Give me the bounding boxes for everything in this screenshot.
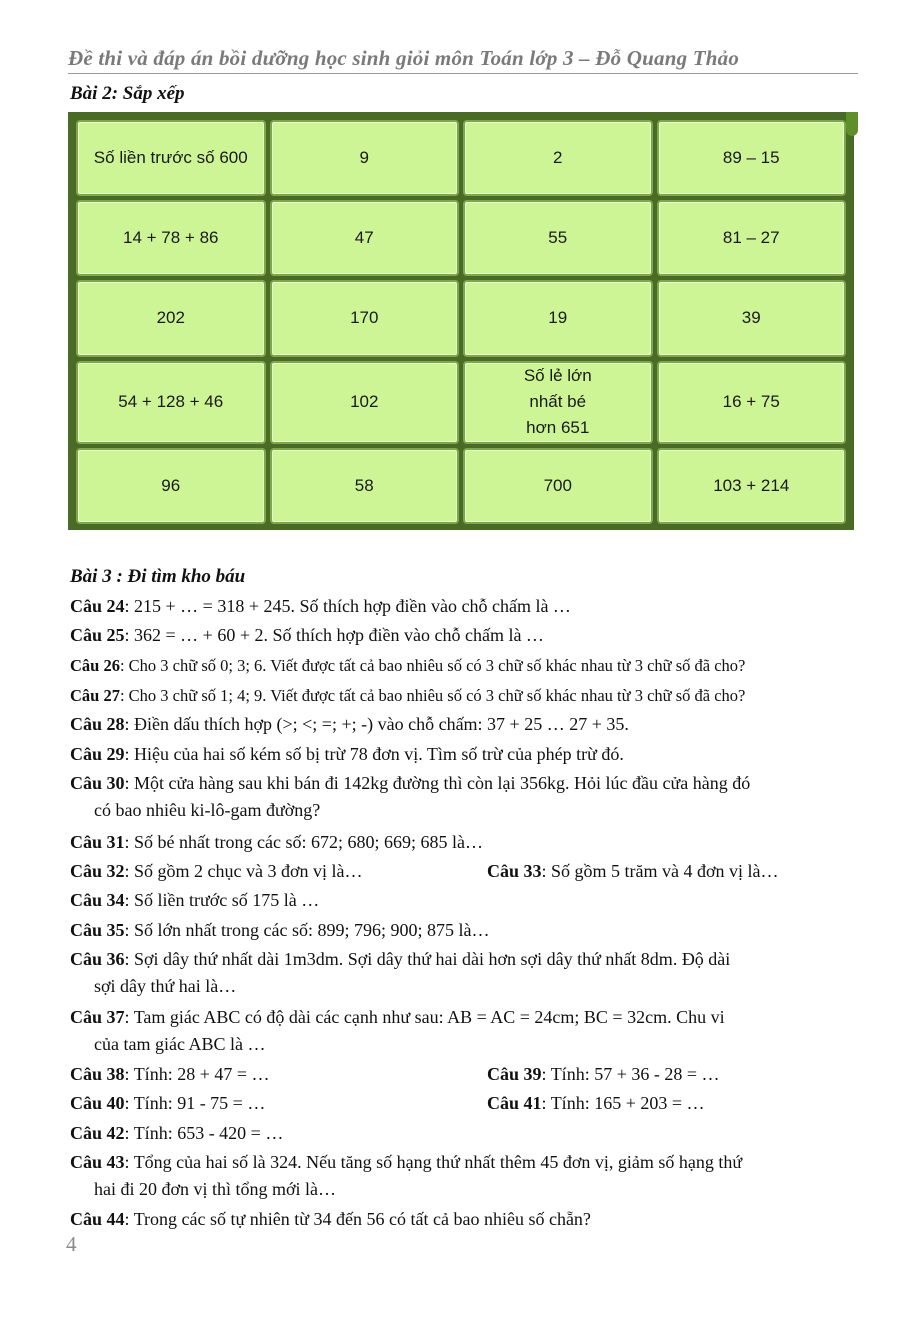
board-cell[interactable]: 14 + 78 + 86 [76,200,266,276]
question-38: Câu 38: Tính: 28 + 47 = … [70,1064,270,1084]
question-41: Câu 41: Tính: 165 + 203 = … [487,1093,705,1113]
question-31: Câu 31: Số bé nhất trong các số: 672; 680; 669; 685 là… [70,832,483,852]
board-cell[interactable]: 89 – 15 [657,120,847,196]
board-cell[interactable]: 202 [76,280,266,356]
board-cell[interactable]: 700 [463,448,653,524]
question-33: Câu 33: Số gồm 5 trăm và 4 đơn vị là… [487,861,779,881]
page-header: Đề thi và đáp án bồi dưỡng học sinh giỏi môn Toán lớp 3 – Đỗ Quang Thảo [68,46,858,74]
board-cell[interactable]: 47 [270,200,460,276]
board-cell[interactable]: 39 [657,280,847,356]
question-34: Câu 34: Số liền trước số 175 là … [70,890,320,910]
board-cell[interactable]: Số lẻ lớn nhất bé hơn 651 [463,361,653,444]
page-number: 4 [66,1232,77,1256]
board-cell[interactable]: 170 [270,280,460,356]
board-cell[interactable]: 54 + 128 + 46 [76,361,266,444]
question-40: Câu 40: Tính: 91 - 75 = … [70,1093,266,1113]
question-44: Câu 44: Trong các số tự nhiên từ 34 đến 56 có tất cả bao nhiêu số chẵn? [70,1209,591,1229]
board-cell[interactable]: 9 [270,120,460,196]
section-title-bai3: Bài 3 : Đi tìm kho báu [70,566,246,587]
question-27: Câu 27: Cho 3 chữ số 1; 4; 9. Viết được tất cả bao nhiêu số có 3 chữ số khác nhau từ 3 chữ số đã cho? [70,686,746,705]
board-cell[interactable]: 2 [463,120,653,196]
question-26: Câu 26: Cho 3 chữ số 0; 3; 6. Viết được tất cả bao nhiêu số có 3 chữ số khác nhau từ 3 chữ số đã cho? [70,656,746,675]
board-cell[interactable]: 81 – 27 [657,200,847,276]
board-cell[interactable]: 58 [270,448,460,524]
question-30: Câu 30: Một cửa hàng sau khi bán đi 142kg đường thì còn lại 356kg. Hỏi lúc đầu cửa hàng đó có bao nhiêu ki-lô-gam đường? [70,773,751,820]
board-cell[interactable]: 55 [463,200,653,276]
question-37: Câu 37: Tam giác ABC có độ dài các cạnh như sau: AB = AC = 24cm; BC = 32cm. Chu vi của tam giác ABC là … [70,1007,725,1054]
board-cell[interactable]: Số liền trước số 600 [76,120,266,196]
board-cell[interactable]: 19 [463,280,653,356]
question-35: Câu 35: Số lớn nhất trong các số: 899; 796; 900; 875 là… [70,920,490,940]
board-cell[interactable]: 103 + 214 [657,448,847,524]
question-25: Câu 25: 362 = … + 60 + 2. Số thích hợp điền vào chỗ chấm là … [70,625,544,645]
board-cell[interactable]: 96 [76,448,266,524]
question-24: Câu 24: 215 + … = 318 + 245. Số thích hợp điền vào chỗ chấm là … [70,596,571,616]
board-cell[interactable]: 102 [270,361,460,444]
board-cell[interactable]: 16 + 75 [657,361,847,444]
question-29: Câu 29: Hiệu của hai số kém số bị trừ 78 đơn vị. Tìm số trừ của phép trừ đó. [70,744,624,764]
arrangement-board [68,112,854,530]
question-36: Câu 36: Sợi dây thứ nhất dài 1m3dm. Sợi dây thứ hai dài hơn sợi dây thứ nhất 8dm. Độ dài sợi dây thứ hai là… [70,949,731,996]
section-title-bai2: Bài 2: Sắp xếp [70,83,185,104]
question-39: Câu 39: Tính: 57 + 36 - 28 = … [487,1064,720,1084]
question-32: Câu 32: Số gồm 2 chục và 3 đơn vị là… [70,861,363,881]
question-43: Câu 43: Tổng của hai số là 324. Nếu tăng số hạng thứ nhất thêm 45 đơn vị, giảm số hạng thứ hai đi 20 đơn vị thì tổng mới là… [70,1152,743,1199]
question-42: Câu 42: Tính: 653 - 420 = … [70,1123,284,1143]
question-28: Câu 28: Điền dấu thích hợp (>; <; =; +; -) vào chỗ chấm: 37 + 25 … 27 + 35. [70,714,629,734]
